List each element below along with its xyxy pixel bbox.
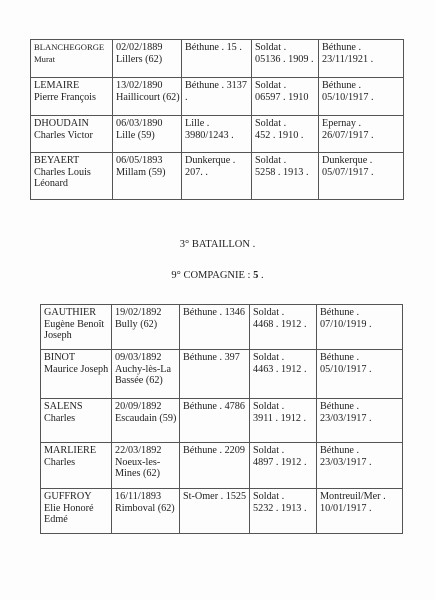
birth-line: 06/03/1890 bbox=[116, 118, 163, 129]
cell-death bbox=[317, 350, 403, 399]
compagnie-number: 5 bbox=[253, 270, 259, 281]
cell-rank bbox=[252, 116, 319, 153]
name-line: Charles Louis bbox=[34, 166, 91, 178]
death-line: Montreuil/Mer . bbox=[320, 491, 386, 502]
birth-line: Mines (62) bbox=[115, 468, 160, 480]
birth-line: Escaudain (59) bbox=[115, 412, 177, 424]
cell-birth bbox=[113, 116, 182, 153]
name-line: Pierre François bbox=[34, 91, 96, 103]
rank-line: Soldat . bbox=[255, 118, 287, 129]
cell-birth bbox=[112, 305, 180, 350]
recruit-line: Dunkerque . bbox=[185, 155, 236, 166]
table-row bbox=[31, 78, 404, 116]
death-line: 23/03/1917 . bbox=[320, 456, 372, 468]
cell-rank bbox=[250, 489, 317, 534]
rank-line: 5232 . 1913 . bbox=[253, 502, 307, 514]
cell-rank bbox=[250, 443, 317, 489]
death-line: Béthune . bbox=[322, 42, 362, 53]
birth-line: Rimboval (62) bbox=[115, 502, 175, 514]
cell-name bbox=[31, 40, 113, 78]
name-line: SALENS bbox=[44, 401, 83, 412]
recruit-line: Béthune . 2209 bbox=[183, 445, 245, 456]
rank-line: Soldat . bbox=[255, 155, 287, 166]
cell-rank bbox=[250, 399, 317, 443]
death-line: Béthune . bbox=[320, 445, 360, 456]
recruit-line: Béthune . 397 bbox=[183, 352, 240, 363]
rank-line: Soldat . bbox=[255, 80, 287, 91]
name-line: Charles bbox=[44, 456, 76, 468]
table-row bbox=[31, 40, 404, 78]
table-row bbox=[31, 153, 404, 200]
cell-rank bbox=[252, 40, 319, 78]
name-line: Edmé bbox=[44, 514, 68, 526]
rank-line: 06597 . 1910 bbox=[255, 91, 309, 103]
cell-rank bbox=[252, 153, 319, 200]
soldiers-table-2 bbox=[40, 304, 403, 534]
cell-rank bbox=[250, 305, 317, 350]
cell-name bbox=[31, 153, 113, 200]
table-row bbox=[41, 350, 403, 399]
cell-death bbox=[317, 305, 403, 350]
birth-line: 13/02/1890 bbox=[116, 80, 163, 91]
rank-line: Soldat . bbox=[253, 445, 285, 456]
table-row bbox=[41, 443, 403, 489]
cell-recruit bbox=[180, 489, 250, 534]
cell-death bbox=[317, 399, 403, 443]
rank-line: 4897 . 1912 . bbox=[253, 456, 307, 468]
rank-line: 452 . 1910 . bbox=[255, 129, 304, 141]
name-line: MARLIERE bbox=[44, 445, 97, 456]
name-line: Maurice Joseph bbox=[44, 363, 109, 375]
rank-line: 4468 . 1912 . bbox=[253, 318, 307, 330]
compagnie-suffix: . bbox=[258, 270, 264, 281]
name-line: Murat bbox=[34, 53, 56, 64]
name-line: Charles bbox=[44, 412, 76, 424]
birth-line: Noeux-les- bbox=[115, 456, 161, 468]
cell-recruit bbox=[180, 399, 250, 443]
table-row bbox=[41, 489, 403, 534]
rank-line: 05136 . 1909 . bbox=[255, 53, 314, 65]
name-line: Léonard bbox=[34, 178, 68, 190]
cell-death bbox=[317, 443, 403, 489]
cell-recruit bbox=[182, 78, 252, 116]
compagnie-heading bbox=[0, 270, 435, 281]
death-line: 05/10/1917 . bbox=[322, 91, 374, 103]
soldiers-table-1 bbox=[30, 39, 404, 200]
death-line: 05/07/1917 . bbox=[322, 166, 374, 178]
cell-name bbox=[41, 399, 112, 443]
cell-death bbox=[319, 116, 404, 153]
birth-line: Bully (62) bbox=[115, 318, 158, 330]
recruit-line: Béthune . 1346 bbox=[183, 307, 245, 318]
rank-line: 4463 . 1912 . bbox=[253, 363, 307, 375]
name-line: BLANCHEGORGE bbox=[34, 42, 105, 52]
rank-line: Soldat . bbox=[255, 42, 287, 53]
name-line: DHOUDAIN bbox=[34, 118, 89, 129]
rank-line: Soldat . bbox=[253, 352, 285, 363]
table-row bbox=[41, 399, 403, 443]
death-line: 05/10/1917 . bbox=[320, 363, 372, 375]
soldiers-table-2-body bbox=[41, 305, 403, 534]
cell-rank bbox=[250, 350, 317, 399]
name-line: LEMAIRE bbox=[34, 80, 80, 91]
rank-line: Soldat . bbox=[253, 401, 285, 412]
cell-birth bbox=[112, 399, 180, 443]
recruit-line: St-Omer . 1525 bbox=[183, 491, 247, 502]
cell-birth bbox=[113, 40, 182, 78]
cell-name bbox=[41, 443, 112, 489]
cell-name bbox=[31, 78, 113, 116]
name-line: BEYAERT bbox=[34, 155, 80, 166]
cell-recruit bbox=[180, 443, 250, 489]
cell-death bbox=[317, 489, 403, 534]
death-line: Béthune . bbox=[320, 352, 360, 363]
recruit-line: Béthune . 4786 bbox=[183, 401, 245, 412]
cell-death bbox=[319, 153, 404, 200]
name-line: Elie Honoré bbox=[44, 502, 94, 514]
rank-line: Soldat . bbox=[253, 307, 285, 318]
table-row bbox=[41, 305, 403, 350]
name-line: GAUTHIER bbox=[44, 307, 97, 318]
cell-rank bbox=[252, 78, 319, 116]
death-line: 10/01/1917 . bbox=[320, 502, 372, 514]
cell-name bbox=[41, 350, 112, 399]
birth-line: 22/03/1892 bbox=[115, 445, 162, 456]
table-row bbox=[31, 116, 404, 153]
bataillon-heading: 3° BATAILLON . bbox=[179, 239, 256, 250]
rank-line: 3911 . 1912 . bbox=[253, 412, 307, 424]
cell-name bbox=[41, 305, 112, 350]
recruit-line: Béthune . 3137 bbox=[185, 80, 247, 91]
name-line: Joseph bbox=[44, 330, 72, 342]
birth-line: Auchy-lès-La bbox=[115, 363, 172, 375]
death-line: Epernay . bbox=[322, 118, 362, 129]
name-line: BINOT bbox=[44, 352, 76, 363]
cell-birth bbox=[112, 443, 180, 489]
name-line: Charles Victor bbox=[34, 129, 93, 141]
recruit-line: Béthune . 15 . bbox=[185, 42, 242, 53]
cell-recruit bbox=[180, 305, 250, 350]
birth-line: 16/11/1893 bbox=[115, 491, 162, 502]
birth-line: Bassée (62) bbox=[115, 375, 163, 387]
death-line: 26/07/1917 . bbox=[322, 129, 374, 141]
birth-line: Lillers (62) bbox=[116, 53, 163, 65]
rank-line: Soldat . bbox=[253, 491, 285, 502]
death-line: Béthune . bbox=[322, 80, 362, 91]
birth-line: Haillicourt (62) bbox=[116, 91, 180, 103]
cell-recruit bbox=[182, 116, 252, 153]
recruit-line: Lille . bbox=[185, 118, 210, 129]
cell-recruit bbox=[182, 153, 252, 200]
cell-birth bbox=[113, 153, 182, 200]
death-line: 23/11/1921 . bbox=[322, 53, 374, 65]
birth-line: 09/03/1892 bbox=[115, 352, 162, 363]
cell-name bbox=[31, 116, 113, 153]
recruit-line: 3980/1243 . bbox=[185, 129, 234, 141]
cell-recruit bbox=[182, 40, 252, 78]
birth-line: 02/02/1889 bbox=[116, 42, 163, 53]
death-line: Béthune . bbox=[320, 307, 360, 318]
cell-birth bbox=[112, 350, 180, 399]
birth-line: Millam (59) bbox=[116, 166, 166, 178]
birth-line: 19/02/1892 bbox=[115, 307, 162, 318]
cell-name bbox=[41, 489, 112, 534]
compagnie-prefix: 9° COMPAGNIE : bbox=[171, 270, 254, 281]
birth-line: Lille (59) bbox=[116, 129, 155, 141]
cell-birth bbox=[113, 78, 182, 116]
birth-line: 06/05/1893 bbox=[116, 155, 163, 166]
cell-death bbox=[319, 40, 404, 78]
recruit-line: 207. . bbox=[185, 166, 208, 178]
name-line: Eugène Benoît bbox=[44, 318, 105, 330]
rank-line: 5258 . 1913 . bbox=[255, 166, 309, 178]
death-line: 07/10/1919 . bbox=[320, 318, 372, 330]
soldiers-table-1-body bbox=[31, 40, 404, 200]
cell-death bbox=[319, 78, 404, 116]
name-line: GUFFROY bbox=[44, 491, 92, 502]
death-line: 23/03/1917 . bbox=[320, 412, 372, 424]
recruit-line: . bbox=[185, 91, 188, 103]
cell-recruit bbox=[180, 350, 250, 399]
death-line: Béthune . bbox=[320, 401, 360, 412]
death-line: Dunkerque . bbox=[322, 155, 373, 166]
birth-line: 20/09/1892 bbox=[115, 401, 162, 412]
cell-birth bbox=[112, 489, 180, 534]
